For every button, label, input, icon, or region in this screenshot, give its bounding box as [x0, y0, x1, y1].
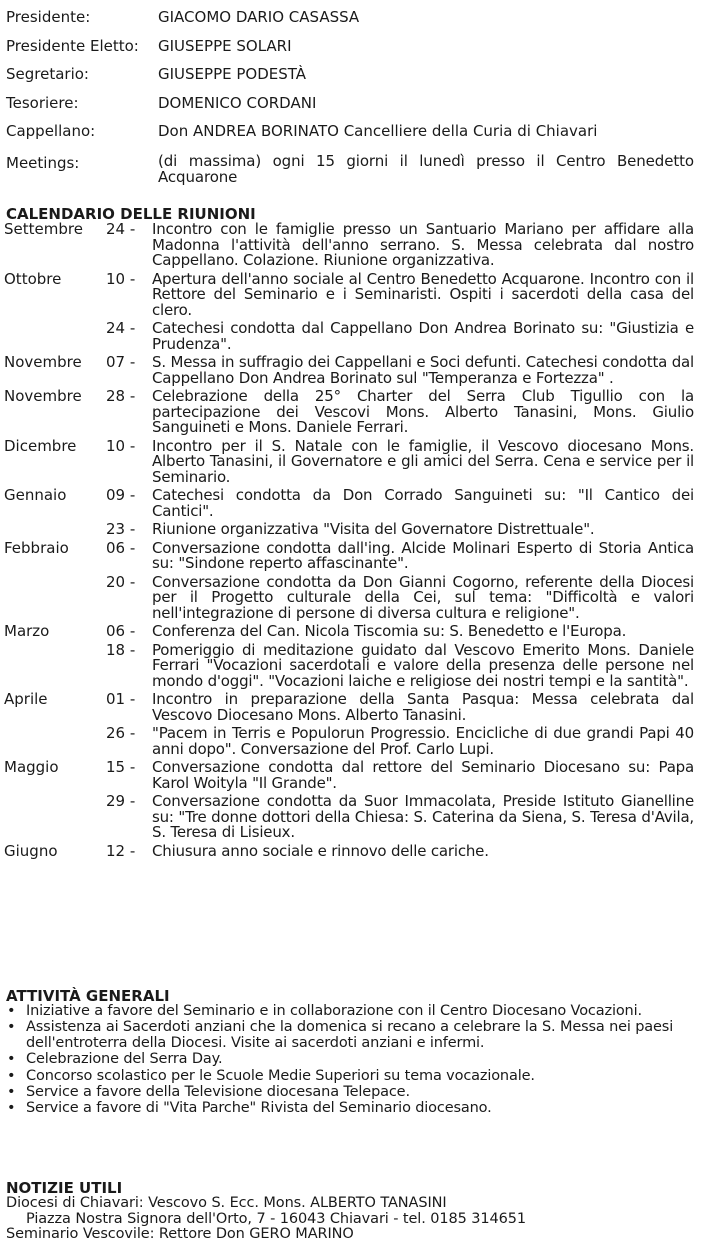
officers-list	[6, 5, 706, 186]
calendar-month: Dicembre	[4, 436, 77, 455]
calendar-description: Conferenza del Can. Nicola Tiscomia su: S. Benedetto e l'Europa.	[152, 622, 627, 640]
activities-list	[6, 1004, 701, 1118]
calendar-entry	[4, 572, 694, 622]
officer-row	[6, 91, 706, 120]
officer-name: GIACOMO DARIO CASASSA	[158, 8, 360, 26]
calendar-description: Catechesi condotta dal Cappellano Don Andrea Borinato su: "Giustizia e Prudenza".	[152, 319, 694, 353]
calendar-day: 01 -	[106, 690, 136, 708]
calendar-day: 10 -	[106, 269, 136, 288]
calendar-month: Novembre	[4, 353, 82, 371]
notices-title: NOTIZIE UTILI	[6, 1179, 123, 1197]
calendar-month: Aprile	[4, 690, 48, 708]
calendar-day: 24 -	[106, 220, 136, 238]
officer-name: Don ANDREA BORINATO Cancelliere della Curia di Chiavari	[158, 122, 598, 140]
calendar-description: S. Messa in suffragio dei Cappellani e Soci defunti. Catechesi condotta dal Cappellano Don Andrea Borinato sul "Temperanza e Fortezza" .	[152, 353, 694, 387]
calendar-description: Incontro per il S. Natale con le famiglie, il Vescovo diocesano Mons. Alberto Tanasini, il Governatore e gli amici del Serra. Cena e service per il Seminario.	[152, 436, 694, 486]
calendar-month: Febbraio	[4, 538, 69, 557]
calendar-day: 12 -	[106, 841, 136, 860]
calendar-entry	[4, 538, 694, 572]
bullet-icon: •	[7, 1019, 16, 1036]
calendar-entry	[4, 269, 694, 319]
activity-text: Service a favore della Televisione diocesana Telepace.	[26, 1084, 410, 1101]
calendar-day: 29 -	[106, 792, 136, 810]
officer-name: GIUSEPPE PODESTÀ	[158, 65, 307, 83]
calendar-day: 23 -	[106, 520, 136, 538]
notice-line: Seminario Vescovile: Rettore Don GERO MARINO	[6, 1226, 354, 1243]
calendar-description: Catechesi condotta da Don Corrado Sanguineti su: "Il Cantico dei Cantici".	[152, 486, 694, 520]
activity-item	[6, 1052, 701, 1067]
calendar-month: Gennaio	[4, 486, 67, 504]
officer-row	[6, 34, 706, 63]
calendar-day: 20 -	[106, 572, 136, 591]
activity-item	[6, 1004, 701, 1019]
calendar-month: Settembre	[4, 220, 83, 238]
calendar-description: Conversazione condotta da Don Gianni Cogorno, referente della Diocesi per il Progetto culturale della Cei, sul tema: "Difficoltà e valori nell'integrazione di persone di diversa cultura e religione".	[152, 572, 694, 622]
notice-line: Piazza Nostra Signora dell'Orto, 7 - 16043 Chiavari - tel. 0185 314651	[26, 1210, 527, 1227]
calendar-entry	[4, 760, 694, 791]
calendar-description: Celebrazione della 25° Charter del Serra Club Tigullio con la partecipazione dei Vescovi Mons. Alberto Tanasini, Mons. Giulio Sanguineti e Mons. Daniele Ferrari.	[152, 387, 694, 436]
calendar-description: Incontro con le famiglie presso un Santuario Mariano per affidare alla Madonna l'attività dell'anno serrano. S. Messa celebrata dal nostro Cappellano. Colazione. Riunione organizzativa.	[152, 220, 694, 269]
calendar-day: 06 -	[106, 538, 136, 557]
activity-text: Iniziative a favore del Seminario e in collaborazione con il Centro Diocesano Vocazioni.	[26, 1003, 642, 1019]
bullet-icon: •	[7, 1084, 16, 1101]
calendar-day: 09 -	[106, 486, 136, 504]
calendar-entry	[4, 355, 694, 386]
officer-role: Presidente:	[6, 8, 91, 26]
activity-text: Service a favore di "Vita Parche" Rivista del Seminario diocesano.	[26, 1100, 492, 1117]
officer-name: GIUSEPPE SOLARI	[158, 36, 292, 55]
officer-role: Tesoriere:	[6, 93, 79, 112]
activity-text: Celebrazione del Serra Day.	[26, 1051, 223, 1068]
calendar-entry	[4, 222, 694, 269]
activity-item	[6, 1020, 701, 1051]
officer-role: Segretario:	[6, 65, 89, 83]
calendar-entry	[4, 321, 694, 352]
officer-role: Presidente Eletto:	[6, 36, 139, 55]
calendar-entry	[4, 794, 694, 841]
officer-name: DOMENICO CORDANI	[158, 93, 317, 112]
calendar-description: "Pacem in Terris e Populorun Progressio. Encicliche di due grandi Papi 40 anni dopo". Conversazione del Prof. Carlo Lupi.	[152, 724, 694, 758]
calendar-month: Novembre	[4, 387, 82, 405]
notice-line: Diocesi di Chiavari: Vescovo S. Ecc. Mons. ALBERTO TANASINI	[6, 1195, 447, 1211]
calendar-month: Ottobre	[4, 269, 62, 288]
officer-row	[6, 5, 706, 34]
calendar-description: Conversazione condotta dal rettore del Seminario Diocesano su: Papa Karol Woityla "Il Grande".	[152, 758, 694, 792]
calendar-description: Riunione organizzativa "Visita del Governatore Distrettuale".	[152, 520, 595, 538]
calendar-entry	[4, 624, 694, 640]
calendar-day: 06 -	[106, 622, 136, 640]
calendar-entry	[4, 488, 694, 519]
bullet-icon: •	[7, 1100, 16, 1117]
activity-item	[6, 1085, 701, 1100]
meetings-label: Meetings:	[6, 154, 80, 172]
officer-row	[6, 62, 706, 91]
calendar-entry	[4, 841, 694, 860]
activity-text: Assistenza ai Sacerdoti anziani che la domenica si recano a celebrare la S. Messa nei paesi dell'entroterra della Diocesi. Visite ai sacerdoti anziani e infermi.	[26, 1019, 674, 1051]
meetings-row	[6, 151, 706, 186]
calendar-entry	[4, 522, 694, 538]
calendar-title: CALENDARIO DELLE RIUNIONI	[6, 205, 256, 223]
calendar-day: 07 -	[106, 353, 136, 371]
activities-title: ATTIVITÀ GENERALI	[6, 987, 170, 1005]
calendar-month: Maggio	[4, 758, 59, 776]
calendar-description: Apertura dell'anno sociale al Centro Benedetto Acquarone. Incontro con il Rettore del Seminario e i Seminaristi. Ospiti i sacerdoti della casa del clero.	[152, 269, 694, 319]
bullet-icon: •	[7, 1067, 16, 1084]
calendar-description: Incontro in preparazione della Santa Pasqua: Messa celebrata dal Vescovo Diocesano Mons. Alberto Tanasini.	[152, 690, 694, 724]
calendar-description: Pomeriggio di meditazione guidato dal Vescovo Emerito Mons. Daniele Ferrari "Vocazioni sacerdotali e valore della presenza delle persone nel mondo d'oggi". "Vocazioni laiche e religiose dei nostri tempi e la santità".	[152, 640, 694, 690]
calendar-entry	[4, 640, 694, 690]
calendar-list	[4, 222, 694, 862]
calendar-day: 18 -	[106, 640, 136, 659]
calendar-day: 10 -	[106, 436, 136, 455]
activity-text: Concorso scolastico per le Scuole Medie Superiori su tema vocazionale.	[26, 1067, 535, 1084]
calendar-day: 24 -	[106, 319, 136, 337]
calendar-month: Giugno	[4, 841, 58, 860]
meetings-schedule: (di massima) ogni 15 giorni il lunedì presso il Centro Benedetto Acquarone	[158, 152, 694, 186]
bullet-icon: •	[7, 1051, 16, 1068]
activity-item	[6, 1069, 701, 1084]
calendar-entry	[4, 436, 694, 486]
notices-block	[6, 1196, 696, 1243]
calendar-day: 28 -	[106, 387, 136, 405]
officer-role: Cappellano:	[6, 122, 96, 140]
calendar-month: Marzo	[4, 622, 50, 640]
calendar-day: 15 -	[106, 758, 136, 776]
bullet-icon: •	[7, 1003, 16, 1019]
calendar-description: Conversazione condotta da Suor Immacolata, Preside Istituto Gianelline su: "Tre donne dottori della Chiesa: S. Caterina da Siena, S. Teresa d'Avila, S. Teresa di Lisieux.	[152, 792, 694, 841]
calendar-description: Chiusura anno sociale e rinnovo delle cariche.	[152, 841, 489, 860]
activity-item	[6, 1101, 701, 1116]
calendar-description: Conversazione condotta dall'ing. Alcide Molinari Esperto di Storia Antica su: "Sindone reperto affascinante".	[152, 538, 694, 572]
calendar-entry	[4, 692, 694, 723]
calendar-day: 26 -	[106, 724, 136, 742]
officer-row	[6, 119, 706, 151]
calendar-entry	[4, 726, 694, 757]
calendar-entry	[4, 389, 694, 436]
